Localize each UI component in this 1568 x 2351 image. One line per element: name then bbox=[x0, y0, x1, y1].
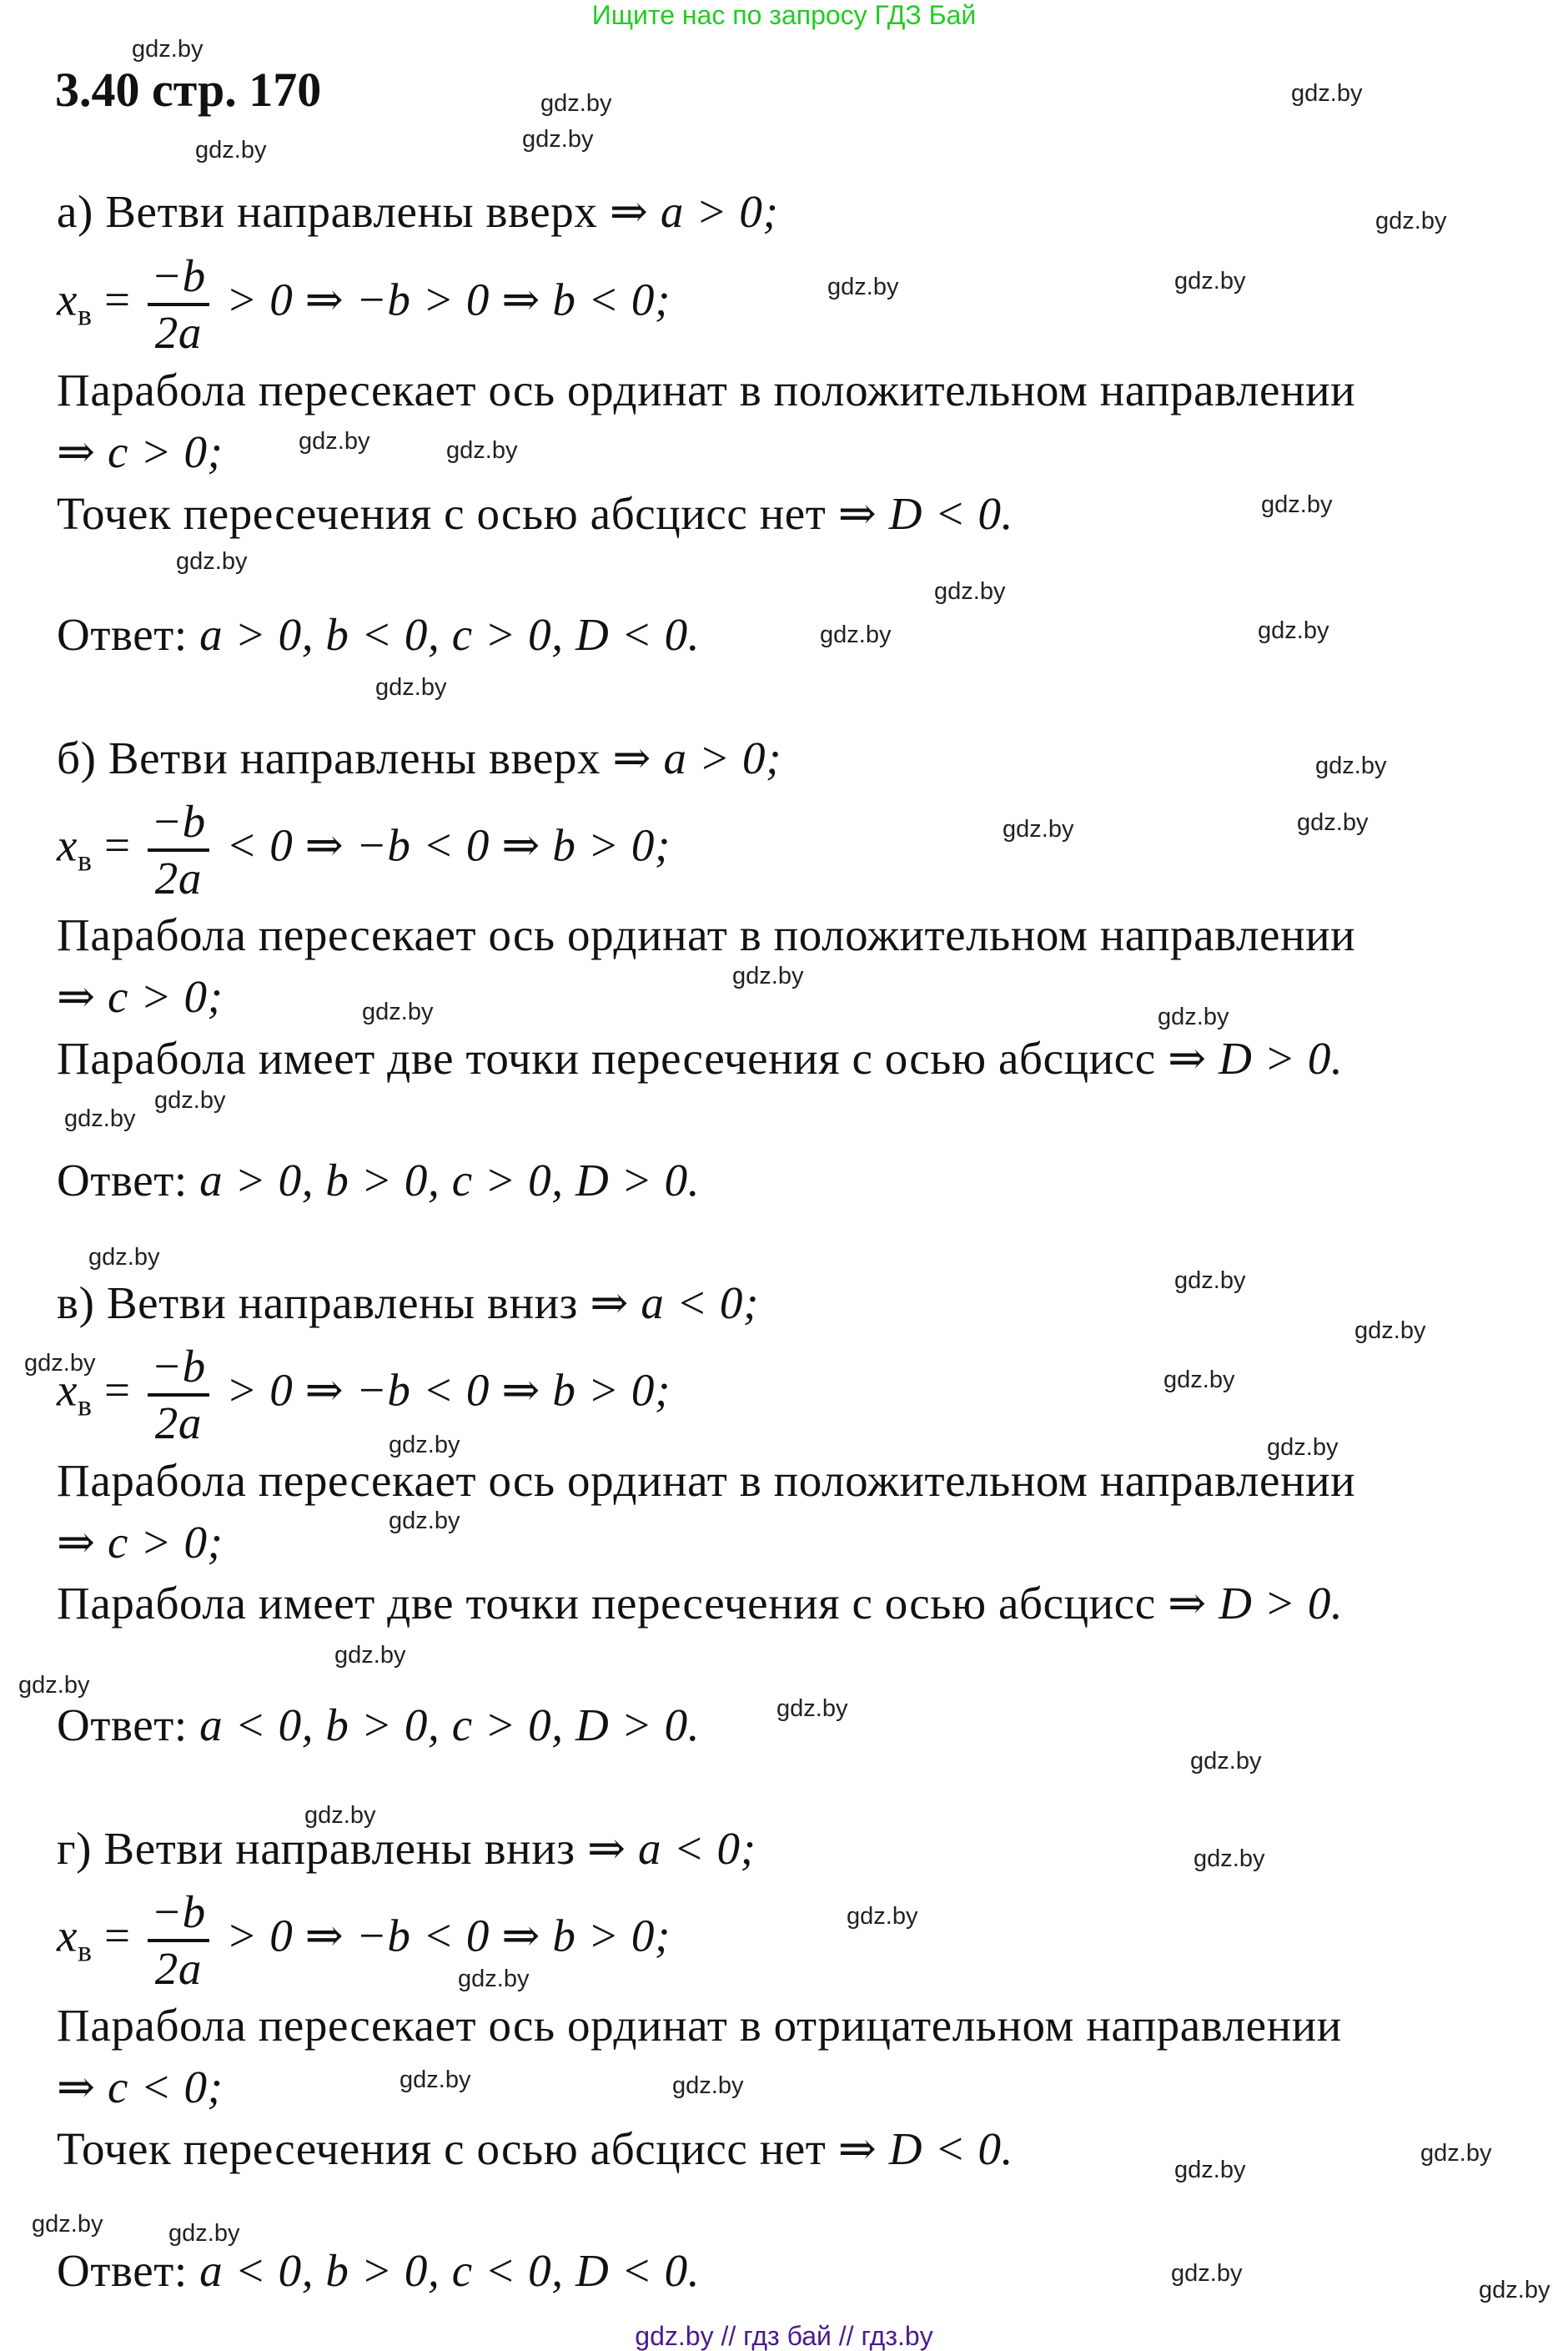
vertex-x: x bbox=[57, 819, 78, 871]
vertex-subscript: в bbox=[78, 1934, 93, 1968]
abscissa-line bbox=[57, 1578, 1343, 1629]
branches-text: г) Ветви направлены вниз bbox=[57, 1823, 587, 1874]
footer-links[interactable]: gdz.by // гдз бай // гдз.by bbox=[635, 2321, 933, 2351]
fraction-numerator: −b bbox=[148, 249, 209, 306]
watermark: gdz.by bbox=[1158, 1004, 1229, 1030]
watermark: gdz.by bbox=[847, 1903, 918, 1930]
watermark: gdz.by bbox=[1174, 2157, 1246, 2183]
page-title: 3.40 стр. 170 bbox=[55, 63, 322, 117]
answer-label: Ответ: bbox=[57, 1155, 200, 1206]
vertex-inequalities: < 0 ⇒ −b < 0 ⇒ b > 0; bbox=[214, 819, 671, 871]
abscissa-line bbox=[57, 489, 1013, 539]
fraction-denominator: 2a bbox=[154, 1397, 202, 1448]
answer-value: a > 0, b < 0, c > 0, D < 0. bbox=[199, 609, 701, 660]
fraction bbox=[148, 249, 209, 360]
branches-text: а) Ветви направлены вверх bbox=[57, 186, 610, 237]
answer-label: Ответ: bbox=[57, 2245, 200, 2296]
watermark: gdz.by bbox=[1190, 1748, 1262, 1775]
branches-text: в) Ветви направлены вниз bbox=[57, 1277, 591, 1328]
branches-conclusion: ⇒ a < 0; bbox=[590, 1277, 759, 1328]
answer-value: a < 0, b > 0, c > 0, D > 0. bbox=[199, 1699, 701, 1750]
fraction-numerator: −b bbox=[148, 1340, 209, 1397]
watermark: gdz.by bbox=[1174, 268, 1246, 295]
abscissa-text: Парабола имеет две точки пересечения с осью абсцисс bbox=[57, 1033, 1168, 1084]
abscissa-conclusion: ⇒ D > 0. bbox=[1168, 1578, 1344, 1629]
watermark: gdz.by bbox=[1174, 1267, 1246, 1294]
equals: = bbox=[92, 1910, 143, 1961]
watermark: gdz.by bbox=[32, 2211, 103, 2238]
watermark: gdz.by bbox=[168, 2220, 240, 2247]
abscissa-conclusion: ⇒ D > 0. bbox=[1168, 1033, 1344, 1084]
vertex-line bbox=[57, 795, 671, 905]
watermark: gdz.by bbox=[1267, 1434, 1339, 1461]
watermark: gdz.by bbox=[1291, 80, 1363, 107]
watermark: gdz.by bbox=[389, 1508, 460, 1534]
equals: = bbox=[92, 274, 143, 325]
branches-conclusion: ⇒ a > 0; bbox=[609, 186, 779, 237]
watermark: gdz.by bbox=[1297, 809, 1369, 836]
vertex-line bbox=[57, 1340, 671, 1450]
vertex-subscript: в bbox=[78, 1388, 93, 1422]
watermark: gdz.by bbox=[375, 674, 447, 701]
fraction-denominator: 2a bbox=[154, 853, 202, 904]
watermark: gdz.by bbox=[1163, 1367, 1235, 1393]
abscissa-text: Точек пересечения с осью абсцисс нет bbox=[57, 488, 838, 539]
vertex-inequalities: > 0 ⇒ −b < 0 ⇒ b > 0; bbox=[214, 1364, 671, 1416]
equals: = bbox=[92, 819, 143, 871]
search-hint-banner: Ищите нас по запросу ГДЗ Бай bbox=[591, 0, 977, 30]
vertex-line bbox=[57, 1885, 671, 1996]
watermark: gdz.by bbox=[1354, 1317, 1426, 1344]
answer-label: Ответ: bbox=[57, 1699, 200, 1750]
ordinate-conclusion: ⇒ c > 0; bbox=[57, 971, 224, 1022]
answer-value: a < 0, b > 0, c < 0, D < 0. bbox=[199, 2245, 701, 2296]
watermark: gdz.by bbox=[827, 274, 899, 300]
fraction bbox=[148, 1885, 209, 1996]
watermark: gdz.by bbox=[1003, 816, 1074, 843]
abscissa-conclusion: ⇒ D < 0. bbox=[837, 2123, 1013, 2174]
watermark: gdz.by bbox=[1171, 2260, 1243, 2287]
branches-conclusion: ⇒ a < 0; bbox=[586, 1823, 756, 1874]
branches-line bbox=[57, 733, 781, 783]
ordinate-line: Парабола пересекает ось ординат в положительном направлении bbox=[57, 365, 1356, 415]
answer-label: Ответ: bbox=[57, 609, 200, 660]
watermark: gdz.by bbox=[522, 126, 594, 153]
branches-line bbox=[57, 1278, 759, 1328]
watermark: gdz.by bbox=[132, 36, 204, 63]
watermark: gdz.by bbox=[1315, 753, 1387, 779]
watermark: gdz.by bbox=[389, 1432, 460, 1458]
watermark: gdz.by bbox=[362, 999, 434, 1025]
vertex-inequalities: > 0 ⇒ −b < 0 ⇒ b > 0; bbox=[214, 1910, 671, 1961]
vertex-line bbox=[57, 249, 671, 360]
answer-line bbox=[57, 1700, 700, 1750]
watermark: gdz.by bbox=[176, 548, 248, 575]
fraction-numerator: −b bbox=[148, 795, 209, 852]
ordinate-line: Парабола пересекает ось ординат в положительном направлении bbox=[57, 1455, 1356, 1506]
branches-line bbox=[57, 187, 778, 237]
answer-value: a > 0, b > 0, c > 0, D > 0. bbox=[199, 1155, 701, 1206]
branches-line bbox=[57, 1824, 756, 1874]
watermark: gdz.by bbox=[934, 578, 1006, 605]
vertex-subscript: в bbox=[78, 298, 93, 332]
abscissa-text: Точек пересечения с осью абсцисс нет bbox=[57, 2123, 838, 2174]
fraction-numerator: −b bbox=[148, 1885, 209, 1942]
equals: = bbox=[92, 1364, 143, 1416]
branches-conclusion: ⇒ a > 0; bbox=[612, 732, 781, 783]
ordinate-conclusion: ⇒ c > 0; bbox=[57, 426, 224, 477]
abscissa-line bbox=[57, 1034, 1343, 1084]
abscissa-conclusion: ⇒ D < 0. bbox=[837, 488, 1013, 539]
watermark: gdz.by bbox=[88, 1244, 160, 1271]
fraction-denominator: 2a bbox=[154, 1943, 202, 1994]
watermark: gdz.by bbox=[299, 428, 370, 455]
answer-line bbox=[57, 610, 700, 660]
watermark: gdz.by bbox=[672, 2072, 744, 2099]
watermark: gdz.by bbox=[400, 2067, 471, 2093]
watermark: gdz.by bbox=[1420, 2140, 1492, 2167]
answer-line bbox=[57, 1155, 700, 1206]
watermark: gdz.by bbox=[458, 1966, 530, 1992]
fraction-denominator: 2a bbox=[154, 307, 202, 358]
ordinate-conclusion: ⇒ c < 0; bbox=[57, 2062, 224, 2112]
watermark: gdz.by bbox=[820, 622, 892, 648]
vertex-inequalities: > 0 ⇒ −b > 0 ⇒ b < 0; bbox=[214, 274, 671, 325]
watermark: gdz.by bbox=[540, 90, 612, 117]
vertex-x: x bbox=[57, 274, 78, 325]
vertex-x: x bbox=[57, 1364, 78, 1416]
answer-line bbox=[57, 2246, 700, 2296]
watermark: gdz.by bbox=[1194, 1845, 1265, 1872]
abscissa-text: Парабола имеет две точки пересечения с осью абсцисс bbox=[57, 1578, 1168, 1629]
watermark: gdz.by bbox=[64, 1105, 136, 1132]
watermark: gdz.by bbox=[304, 1802, 376, 1829]
branches-text: б) Ветви направлены вверх bbox=[57, 732, 613, 783]
vertex-subscript: в bbox=[78, 843, 93, 878]
vertex-x: x bbox=[57, 1910, 78, 1961]
watermark: gdz.by bbox=[195, 137, 267, 164]
watermark: gdz.by bbox=[18, 1672, 90, 1699]
watermark: gdz.by bbox=[1375, 208, 1447, 234]
abscissa-line bbox=[57, 2124, 1013, 2174]
watermark: gdz.by bbox=[154, 1087, 226, 1114]
watermark: gdz.by bbox=[1258, 617, 1329, 644]
watermark: gdz.by bbox=[334, 1642, 406, 1669]
watermark: gdz.by bbox=[776, 1695, 848, 1722]
watermark: gdz.by bbox=[1261, 491, 1333, 518]
watermark: gdz.by bbox=[732, 963, 804, 989]
fraction bbox=[148, 1340, 209, 1450]
ordinate-conclusion: ⇒ c > 0; bbox=[57, 1517, 224, 1568]
watermark: gdz.by bbox=[1479, 2277, 1550, 2303]
watermark: gdz.by bbox=[24, 1350, 96, 1377]
ordinate-line: Парабола пересекает ось ординат в отрицательном направлении bbox=[57, 2000, 1342, 2051]
ordinate-line: Парабола пересекает ось ординат в положительном направлении bbox=[57, 909, 1356, 960]
watermark: gdz.by bbox=[446, 437, 518, 464]
fraction bbox=[148, 795, 209, 905]
